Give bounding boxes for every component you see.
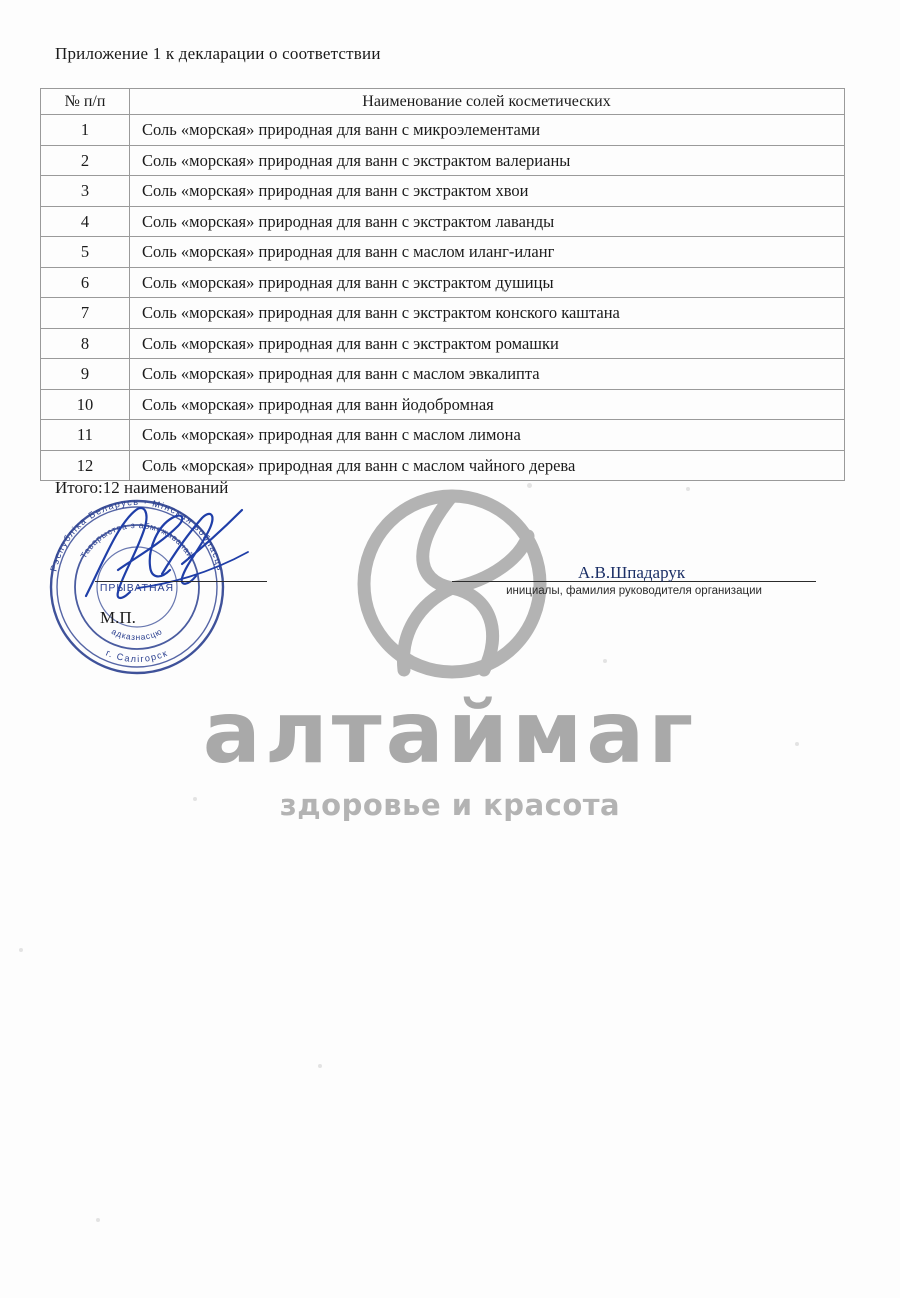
table-body [41, 115, 845, 481]
handwritten-signature [78, 500, 288, 610]
cell-number: 5 [41, 237, 130, 268]
mp-label: М.П. [100, 608, 136, 627]
svg-text:ПРЫВАТНАЯ: ПРЫВАТНАЯ [99, 582, 175, 594]
cell-name: Соль «морская» природная для ванн с экстрактом лаванды [130, 206, 845, 237]
cell-number: 6 [41, 267, 130, 298]
table-row [41, 359, 845, 390]
cell-name: Соль «морская» природная для ванн с экстрактом ромашки [130, 328, 845, 359]
salt-table [40, 88, 845, 481]
total-count-line: Итого:12 наименований [55, 478, 229, 497]
table-header-name: Наименование солей косметических [130, 89, 845, 115]
scan-speck [96, 1218, 100, 1222]
table-row [41, 237, 845, 268]
watermark-tagline: здоровье и красота [279, 788, 621, 822]
table-row [41, 389, 845, 420]
table-row [41, 450, 845, 481]
scan-speck [795, 742, 799, 746]
signature-rule-left [95, 581, 267, 582]
table-row [41, 328, 845, 359]
cell-name: Соль «морская» природная для ванн с маслом эвкалипта [130, 359, 845, 390]
table-header-row [41, 89, 845, 115]
cell-name: Соль «морская» природная для ванн с экстрактом валерианы [130, 145, 845, 176]
cell-number: 7 [41, 298, 130, 329]
table-row [41, 267, 845, 298]
cell-name: Соль «морская» природная для ванн с экстрактом хвои [130, 176, 845, 207]
scan-speck [193, 797, 197, 801]
cell-number: 3 [41, 176, 130, 207]
cell-name: Соль «морская» природная для ванн с экстрактом душицы [130, 267, 845, 298]
table-row [41, 420, 845, 451]
cell-number: 4 [41, 206, 130, 237]
cell-number: 8 [41, 328, 130, 359]
svg-text:Таварыства з абмежаванай: Таварыства з абмежаванай [78, 519, 196, 561]
cell-number: 1 [41, 115, 130, 146]
watermark-brand: алтаймаг [202, 683, 698, 783]
table-header-number: № п/п [41, 89, 130, 115]
page-title: Приложение 1 к декларации о соответствии [55, 44, 381, 63]
signer-caption: инициалы, фамилия руководителя организации [506, 585, 762, 597]
scan-speck [19, 948, 23, 952]
salt-table-container [40, 88, 845, 481]
table-row [41, 206, 845, 237]
cell-number: 10 [41, 389, 130, 420]
table-row [41, 176, 845, 207]
cell-number: 11 [41, 420, 130, 451]
cell-name: Соль «морская» природная для ванн с экстрактом конского каштана [130, 298, 845, 329]
cell-name: Соль «морская» природная для ванн с маслом лимона [130, 420, 845, 451]
table-row [41, 115, 845, 146]
company-stamp [42, 492, 232, 682]
table-row [41, 298, 845, 329]
svg-text:г. Салiгорск: г. Салiгорск [104, 647, 170, 665]
cell-name: Соль «морская» природная для ванн с маслом чайного дерева [130, 450, 845, 481]
scan-speck [527, 483, 532, 488]
signer-name: А.В.Шпадарук [578, 563, 686, 582]
svg-text:Рэспублiка Беларусь · Мiнская: Рэспублiка Беларусь · Мiнская вобласць [48, 497, 226, 573]
cell-number: 9 [41, 359, 130, 390]
cell-name: Соль «морская» природная для ванн с маслом иланг-иланг [130, 237, 845, 268]
svg-text:адказнасцю: адказнасцю [110, 626, 164, 643]
scan-speck [603, 659, 607, 663]
cell-name: Соль «морская» природная для ванн с микроэлементами [130, 115, 845, 146]
scan-speck [318, 1064, 322, 1068]
scan-speck [686, 487, 690, 491]
cell-number: 2 [41, 145, 130, 176]
table-row [41, 145, 845, 176]
watermark-logo-icon [352, 484, 552, 684]
cell-name: Соль «морская» природная для ванн йодобромная [130, 389, 845, 420]
cell-number: 12 [41, 450, 130, 481]
